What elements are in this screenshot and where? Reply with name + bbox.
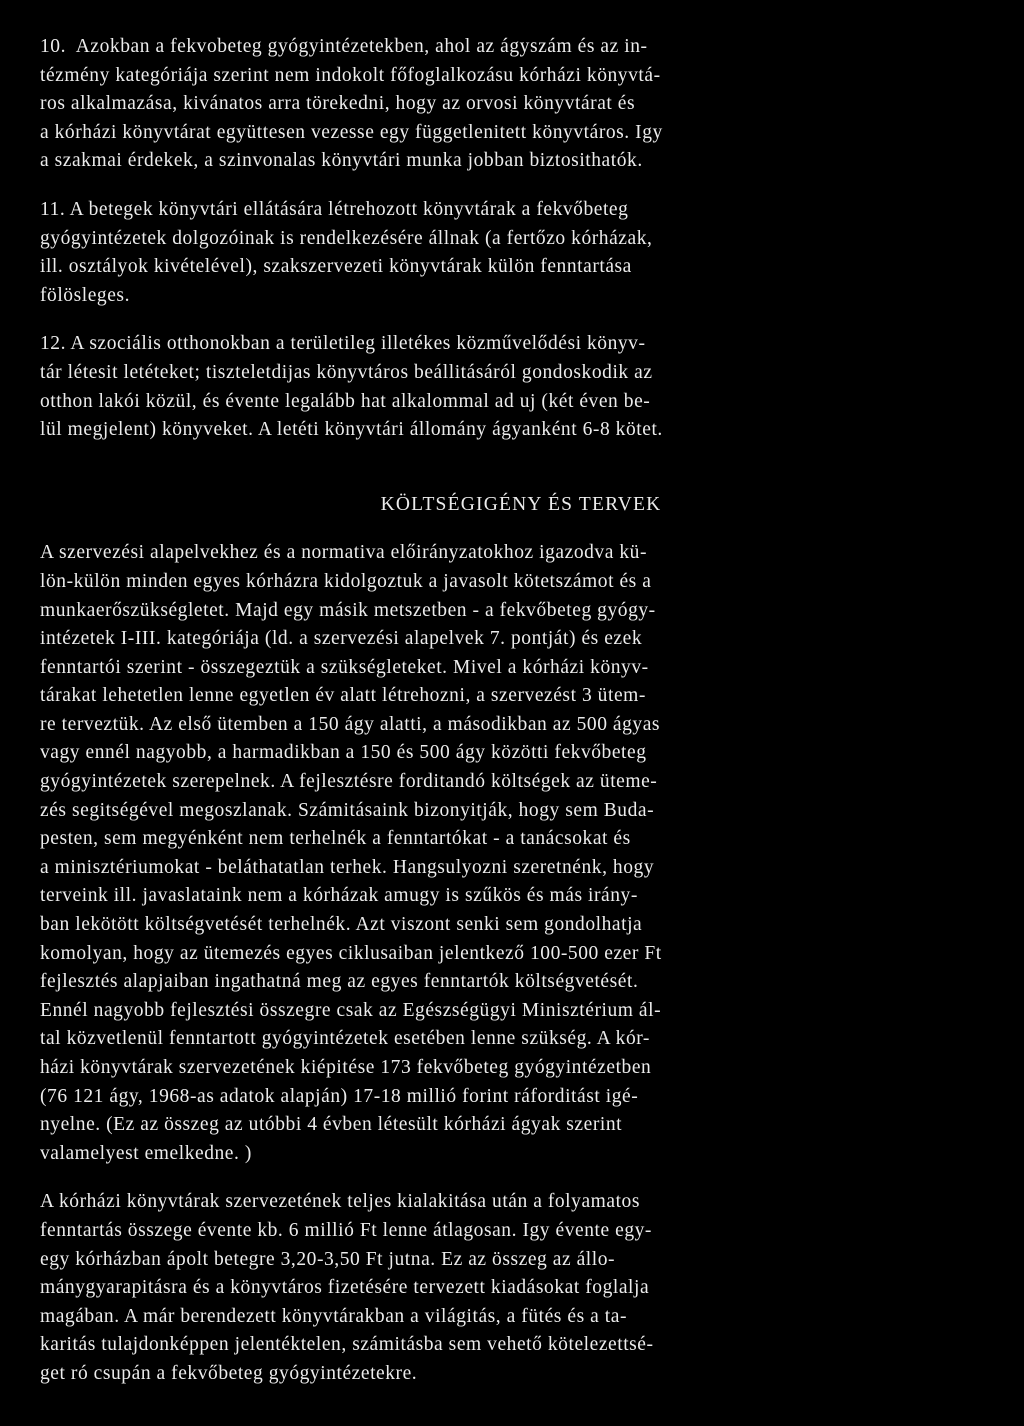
text-line: vagy ennél nagyobb, a harmadikban a 150 és 500 ágy közötti fekvőbeteg — [40, 742, 647, 764]
text-line: ros alkalmazása, kivánatos arra törekedni, hogy az orvosi könyvtárat és — [40, 93, 636, 115]
paragraph-gap — [40, 1168, 990, 1188]
text-line: a szakmai érdekek, a szinvonalas könyvtári munka jobban biztosithatók. — [40, 150, 643, 172]
text-line: magában. A már berendezett könyvtárakban a világitás, a fütés és a ta- — [40, 1305, 627, 1327]
text-line: egy kórházban ápolt betegre 3,20-3,50 Ft jutna. Ez az összeg az állo- — [40, 1248, 616, 1270]
text-line: fenntartás összege évente kb. 6 millió Ft lenne átlagosan. Igy évente egy- — [40, 1219, 652, 1241]
text-line: ban lekötött költségvetését terhelnék. Azt viszont senki sem gondolhatja — [40, 914, 643, 936]
section-gap — [40, 445, 990, 491]
text-line: komolyan, hogy az ütemezés egyes ciklusaiban jelentkező 100-500 ezer Ft — [40, 942, 662, 964]
text-line: (76 121 ágy, 1968-as adatok alapján) 17-18 millió forint ráforditást igé- — [40, 1085, 639, 1107]
paragraph-12 — [40, 330, 990, 444]
text-line: lön-külön minden egyes kórházra kidolgoztuk a javasolt kötetszámot és a — [40, 570, 652, 592]
text-line: munkaerőszükségletet. Majd egy másik metszetben - a fekvőbeteg gyógy- — [40, 599, 656, 621]
text-line: 10. Azokban a fekvobeteg gyógyintézetekben, ahol az ágyszám és az in- — [40, 36, 648, 57]
text-line: gyógyintézetek szerepelnek. A fejlesztésre forditandó költségek az üteme- — [40, 771, 658, 793]
paragraph-gap — [40, 519, 990, 539]
text-line: ill. osztályok kivételével), szakszervezeti könyvtárak külön fenntartása — [40, 256, 632, 278]
text-line: 12. A szociális otthonokban a területileg illetékes közművelődési könyv- — [40, 333, 646, 355]
text-line: tár létesit letéteket; tiszteletdijas könyvtáros beállitásáról gondoskodik az — [40, 361, 653, 383]
section-heading: KÖLTSÉGIGÉNY ÉS TERVEK — [380, 493, 662, 515]
text-line: terveink ill. javaslataink nem a kórházak amugy is szűkös és más irány- — [40, 885, 638, 907]
text-line: fölösleges. — [40, 284, 130, 306]
text-line: A szervezési alapelvekhez és a normativa előirányzatokhoz igazodva kü- — [40, 542, 647, 564]
paragraph-gap — [40, 310, 990, 330]
text-line: fejlesztés alapjaiban ingathatná meg az egyes fenntartók költségvetését. — [40, 971, 639, 993]
text-line: gyógyintézetek dolgozóinak is rendelkezésére állnak (a fertőzo kórházak, — [40, 227, 653, 249]
text-line: házi könyvtárak szervezetének kiépitése 173 fekvőbeteg gyógyintézetben — [40, 1057, 652, 1078]
text-line: pesten, sem megyénként nem terhelnék a fenntartókat - a tanácsokat és — [40, 828, 631, 850]
text-line: karitás tulajdonképpen jelentéktelen, számitásba sem vehető kötelezettsé- — [40, 1334, 654, 1356]
section-paragraph-1 — [40, 539, 990, 1168]
text-line: A kórházi könyvtárak szervezetének teljes kialakitása után a folyamatos — [40, 1191, 640, 1213]
text-line: mánygyarapitásra és a könyvtáros fizetésére tervezett kiadásokat foglalja — [40, 1277, 650, 1299]
section-paragraph-2 — [40, 1188, 990, 1388]
text-line: intézetek I-III. kategóriája (ld. a szervezési alapelvek 7. pontját) és ezek — [40, 628, 643, 650]
text-line: otthon lakói közül, és évente legalább hat alkalommal ad uj (két éven be- — [40, 390, 651, 412]
text-line: zés segitségével megoszlanak. Számitásaink bizonyitják, hogy sem Buda- — [40, 799, 655, 821]
text-line: tárakat lehetetlen lenne egyetlen év alatt létrehozni, a szervezést 3 ütem- — [40, 685, 646, 707]
text-line: a kórházi könyvtárat együttesen vezesse egy függetlenitett könyvtáros. Igy — [40, 121, 663, 143]
text-line: lül megjelent) könyveket. A letéti könyvtári állomány ágyanként 6-8 kötet. — [40, 419, 663, 441]
text-line: fenntartói szerint - összegeztük a szükségleteket. Mivel a kórházi könyv- — [40, 656, 649, 678]
text-line: re terveztük. Az első ütemben a 150 ágy alatti, a másodikban az 500 ágyas — [40, 713, 661, 735]
text-line: a minisztériumokat - beláthatatlan terhek. Hangsulyozni szeretnénk, hogy — [40, 856, 655, 878]
text-line: 11. A betegek könyvtári ellátására létrehozott könyvtárak a fekvőbeteg — [40, 198, 629, 220]
text-line: get ró csupán a fekvőbeteg gyógyintézetekre. — [40, 1362, 418, 1384]
text-line: valamelyest emelkedne. ) — [40, 1142, 252, 1164]
text-line: Ennél nagyobb fejlesztési összegre csak az Egészségügyi Minisztérium ál- — [40, 999, 662, 1021]
document-page — [40, 33, 990, 1389]
text-line: nyelne. (Ez az összeg az utóbbi 4 évben létesült kórházi ágyak szerint — [40, 1114, 623, 1136]
paragraph-gap — [40, 176, 990, 196]
paragraph-11 — [40, 196, 990, 310]
text-line: tézmény kategóriája szerint nem indokolt főfoglalkozásu kórházi könyvtá- — [40, 64, 661, 86]
paragraph-10 — [40, 33, 990, 176]
text-line: tal közvetlenül fenntartott gyógyintézetek esetében lenne szükség. A kór- — [40, 1028, 650, 1050]
